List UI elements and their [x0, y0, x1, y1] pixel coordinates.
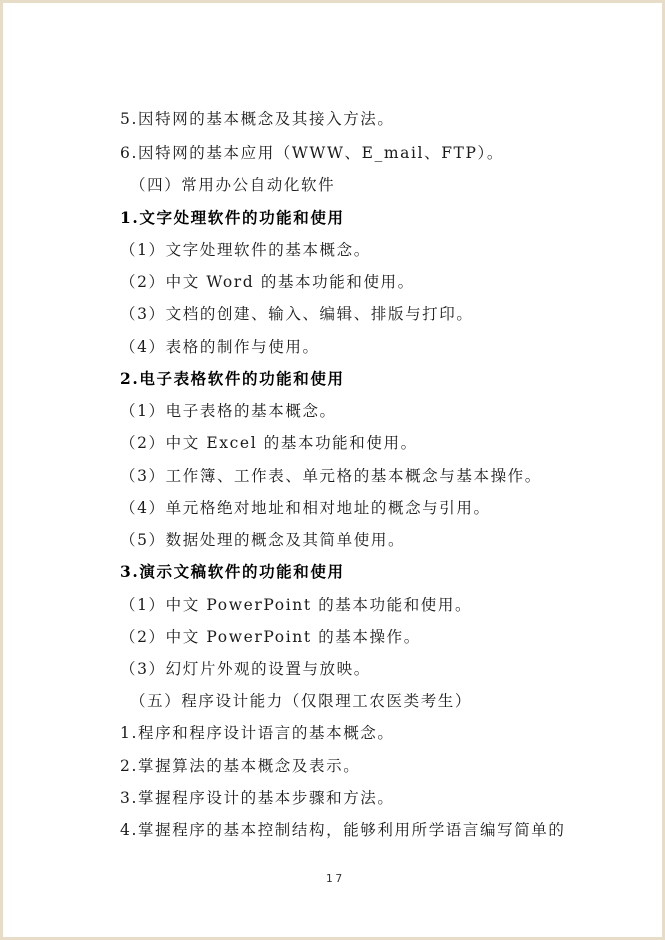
text-line: （3）文档的创建、输入、编辑、排版与打印。 — [120, 305, 474, 323]
text-line: （1）中文 PowerPoint 的基本功能和使用。 — [120, 596, 473, 614]
text-line: 4.掌握程序的基本控制结构，能够利用所学语言编写简单的 — [120, 821, 566, 839]
text-line: （4）单元格绝对地址和相对地址的概念与引用。 — [120, 499, 491, 517]
text-line: 1.程序和程序设计语言的基本概念。 — [120, 724, 395, 742]
text-line: （1）电子表格的基本概念。 — [120, 402, 337, 420]
subsection-heading: 3.演示文稿软件的功能和使用 — [120, 562, 345, 581]
page-number: 17 — [325, 872, 346, 885]
text-line: （2）中文 Excel 的基本功能和使用。 — [120, 434, 418, 452]
subsection-heading: 2.电子表格软件的功能和使用 — [120, 369, 345, 388]
text-line: 6.因特网的基本应用（WWW、E_mail、FTP）。 — [120, 144, 504, 162]
subsection-heading: 1.文字处理软件的功能和使用 — [120, 208, 345, 227]
text-line: （4）表格的制作与使用。 — [120, 338, 320, 356]
text-line: 2.掌握算法的基本概念及表示。 — [120, 757, 361, 775]
text-line: （3）幻灯片外观的设置与放映。 — [120, 660, 371, 678]
section-heading: （五）程序设计能力（仅限理工农医类考生） — [130, 692, 473, 710]
text-line: （3）工作簿、工作表、单元格的基本概念与基本操作。 — [120, 467, 542, 485]
text-line: （2）中文 PowerPoint 的基本操作。 — [120, 628, 421, 646]
text-line: 3.掌握程序设计的基本步骤和方法。 — [120, 789, 395, 807]
text-line: （5）数据处理的概念及其简单使用。 — [120, 531, 406, 549]
text-line: （1）文字处理软件的基本概念。 — [120, 241, 371, 259]
text-line: 5.因特网的基本概念及其接入方法。 — [120, 110, 395, 128]
text-line: （2）中文 Word 的基本功能和使用。 — [120, 273, 415, 291]
section-heading: （四）常用办公自动化软件 — [130, 176, 336, 194]
